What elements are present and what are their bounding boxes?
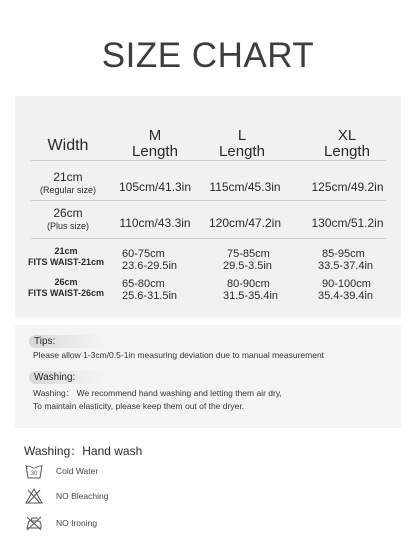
care-label: Cold Water xyxy=(56,466,99,476)
washing-text-line1: Washing： We recommend hand washing and letting them air dry, xyxy=(33,388,282,398)
no-ironing-icon xyxy=(24,514,44,532)
table-cell: 115cm/45.3in xyxy=(209,180,281,194)
table-cell: 85-95cm 33.5-37.4in xyxy=(318,248,374,272)
table-cell: 60-75cm 23.6-29.5in xyxy=(122,248,178,272)
cold-water-icon xyxy=(24,462,44,480)
table-cell: 120cm/47.2in xyxy=(208,216,282,230)
care-title: Washing：Hand wash xyxy=(24,444,143,458)
table-cell: 65-80cm 25.6-31.5in xyxy=(122,278,178,302)
row-label-regular: 21cm (Regular size) xyxy=(39,170,97,195)
washing-text-line2: To maintain elasticity, please keep them out of the dryer. xyxy=(33,401,245,411)
table-divider xyxy=(31,160,386,161)
no-bleaching-icon xyxy=(24,487,44,505)
row-label-plus: 26cm (Plus size) xyxy=(46,206,89,231)
header-size-l: L Length xyxy=(219,127,265,160)
waist-label-26: 26cm FITS WAIST-26cm xyxy=(27,277,105,298)
notes-section xyxy=(15,325,401,428)
table-cell: 130cm/51.2in xyxy=(311,216,384,230)
table-cell: 105cm/41.3in xyxy=(118,180,192,194)
tips-text: Please allow 1-3cm/0.5-1in measuring deviation due to manual measurement xyxy=(33,350,325,360)
table-cell: 110cm/43.3in xyxy=(119,216,191,230)
size-table xyxy=(15,96,401,318)
tips-pill: Tips: xyxy=(29,335,106,348)
care-label: NO Bleaching xyxy=(56,491,109,501)
header-width: Width xyxy=(47,137,89,154)
washing-pill: Washing: xyxy=(29,371,106,384)
table-cell: 80-90cm 31.5-35.4in xyxy=(223,278,279,302)
table-divider xyxy=(31,238,386,239)
table-cell: 90-100cm 35.4-39.4in xyxy=(318,278,374,302)
header-size-m: M Length xyxy=(132,127,178,160)
page-title: SIZE CHART xyxy=(101,36,315,75)
table-cell: 125cm/49.2in xyxy=(311,180,384,194)
table-cell: 75-85cm 29.5-3.5in xyxy=(223,248,272,272)
waist-label-21: 21cm FITS WAIST-21cm xyxy=(27,246,105,267)
temperature-label: 30 xyxy=(30,471,38,477)
table-divider xyxy=(31,200,386,201)
care-label: NO Ironing xyxy=(56,518,98,528)
header-size-xl: XL Length xyxy=(324,127,370,160)
